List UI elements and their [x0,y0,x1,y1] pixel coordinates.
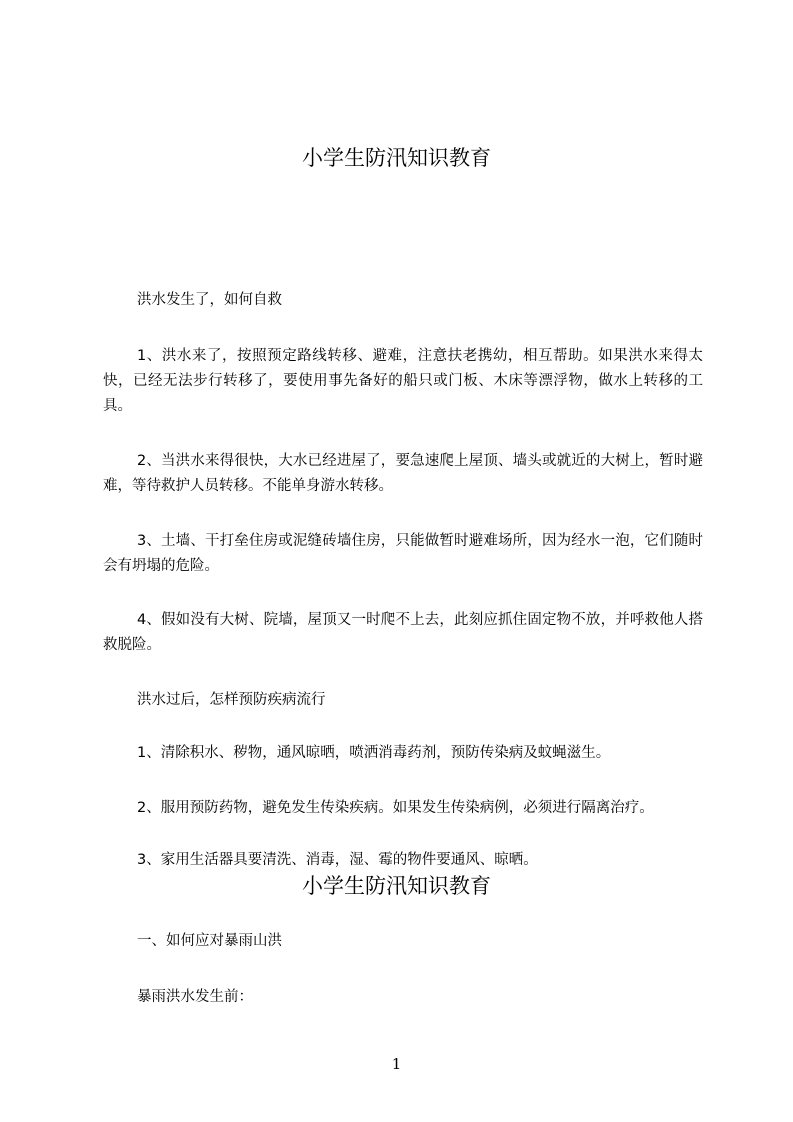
section-heading-rainstorm: 一、如何应对暴雨山洪 [137,933,282,949]
page-number: 1 [391,1055,402,1073]
section-heading-disease-prevention: 洪水过后，怎样预防疾病流行 [137,692,326,708]
section-heading-self-rescue: 洪水发生了，如何自救 [137,292,282,308]
list-item-disease-prevention-3: 3、家用生活器具要清洗、消毒，湿、霉的物件要通风、晾晒。 [137,852,538,868]
page-title-repeat: 小学生防汛知识教育 [302,874,491,898]
page-title: 小学生防汛知识教育 [302,146,491,170]
list-item-disease-prevention-2: 2、服用预防药物，避免发生传染疾病。如果发生传染病例，必须进行隔离治疗。 [137,800,654,816]
paragraph-self-rescue-3: 3、土墙、干打垒住房或泥缝砖墙住房，只能做暂时避难场所，因为经水一泡，它们随时会有坍塌的危险。 [103,533,703,574]
paragraph-self-rescue-1: 1、洪水来了，按照预定路线转移、避难，注意扶老携幼，相互帮助。如果洪水来得太快，已经无法步行转移了，要使用事先备好的船只或门板、木床等漂浮物，做水上转移的工具。 [103,348,703,414]
paragraph-self-rescue-4: 4、假如没有大树、院墙，屋顶又一时爬不上去，此刻应抓住固定物不放，并呼救他人搭救脱险。 [103,612,703,653]
list-item-disease-prevention-1: 1、清除积水、秽物，通风晾晒，喷洒消毒药剂，预防传染病及蚊蝇滋生。 [137,745,611,761]
paragraph-self-rescue-2: 2、当洪水来得很快，大水已经进屋了，要急速爬上屋顶、墙头或就近的大树上，暂时避难，等待救护人员转移。不能单身游水转移。 [103,453,703,494]
subheading-before-flood: 暴雨洪水发生前： [137,989,253,1005]
